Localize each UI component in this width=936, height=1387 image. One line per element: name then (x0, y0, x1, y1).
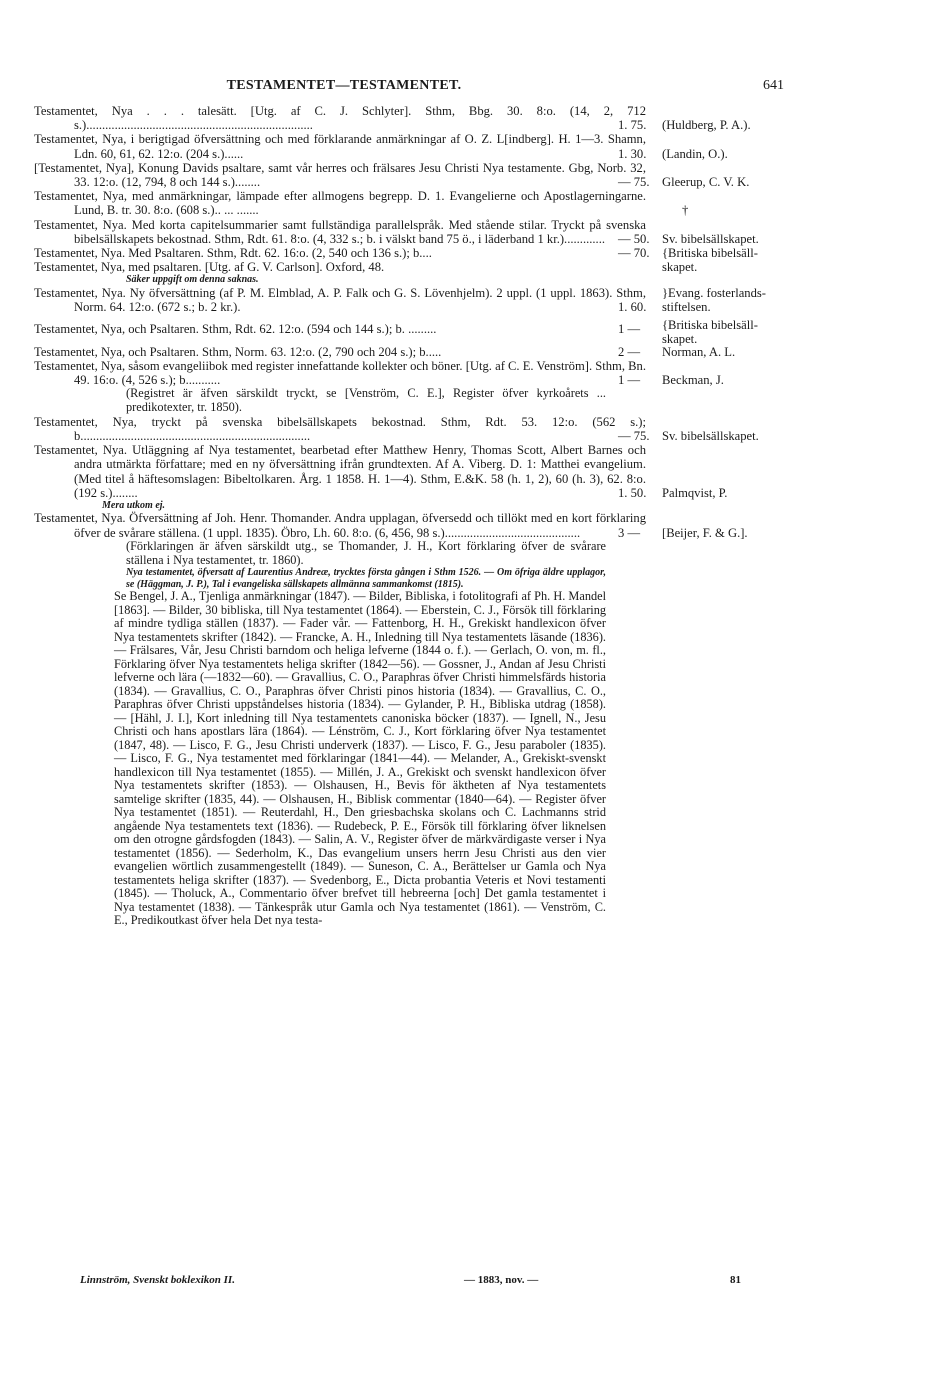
entry-price: 2 — (618, 344, 641, 359)
list-item (34, 189, 794, 217)
page-number: 641 (763, 78, 784, 93)
list-item (34, 415, 794, 443)
entry-text: Testamentet, Nya, i berigtigad öfversättning och med förklarande anmärkningar af O. Z. L[indberg]. H. 1—3. Shamn, Ldn. 60, 61, 62. 12:o. (204 s.)...... (34, 132, 646, 161)
footer-source: Linnström, Svenskt boklexikon II. (80, 1274, 235, 1286)
entry-publisher: Gleerup, C. V. K. (662, 175, 750, 190)
note-text: (Registret är äfven särskildt tryckt, se [Venström, C. E.], Register öfver kyrkoårets ... predikotexter, tr. 1850). (126, 386, 606, 414)
see-also-text: Se Bengel, J. A., Tjenliga anmärkningar (1847). — Bilder, Bibliska, i fotolitografi af Ph. H. Mandel [1863]. — Bilder, 30 bibliska, till Nya testamentet (1864). — Eberstein, C. J., Försök till förklaring af mindre tydliga ställen (1837). — Fader vår. — Fattenborg, H. H., Grekiskt handlexicon öfver Nya testamentets skrifter (1842). — Francke, A. H., Inledning till Nya testamentets läsande (1836). — Frälsares, Vår, Jesu Christi barndom och heliga lefverne (1844 o. f.). — Gerlach, O. von, m. fl., Förklaring öfver Nya testamentets heliga skrifter (1842—56). — Gossner, J., Andan af Jesu Christi lefverne och lära (—1832—60). — Gravallius, C. O., Paraphras öfver Christi himmelsfärds historia (1834). — Gravallius, C. O., Paraphras öfver Christi pinos historia (1834). — Gravallius, C. O., Paraphras öfver Christi uppståndelses historia (1834). — Gylander, P. H., Bibliska utdrag (1858). — [Hähl, J. I.], Kort inledning till Nya testamentets canoniska böcker (1837). — Ignell, N., Jesu Christi och hans apostlars lära (1864). — Lénström, C. J., Kort förklaring öfver Nya testamentet (1847, 48). — Lisco, F. G., Jesu Christi underverk (1837). — Lisco, F. G., Jesu paraboler (1835). — Lisco, F. G., Nya testamentet med förklaringar (1841—44). — Melander, A., Grekiskt-svenskt handlexicon till Nya testamentet (1855). — Millén, J. A., Grekiskt och svenskt handlexicon öfver Nya testamentets skrifter (1853). — Olshausen, H., Bevis för äktheten af Nya testamentets samtelige skrifter (1835, 44). — Olshausen, H., Biblisk commentar (1840—64). — Register öfver Nya testamentet (1851). — Reuterdahl, H., Den griesbachska skolans och C. Lachmanns strid angående Nya testamentets text (1836). — Rudebeck, P. E., Försök till förklaring öfver liknelsen om den otrogne gårdsfogden (1843). — Salin, A. V., Register öfver de märkvärdigaste verser i Nya testamentet (1856). — Sederholm, K., Das evangelium unsers herrn Jesu Christi aus den vier evangelien wörtlich zusammengestellt (1849). — Suneson, C. A., Berättelser ur Gamla och Nya testamentets heliga skrifter (1837). — Svedenborg, E., Dicta probantia Veteris et Novi testamenti (1845). — Tholuck, A., Commentario öfver brefvet till hebreerna [och] Det gamla testamentet i Nya testamentet (1838). — Tänkespråk utur Gamla och Nya testamentet (1861). — Venström, C. E., Predikoutkast öfver hela Det nya testa- (114, 589, 606, 928)
entry-publisher: Beckman, J. (662, 372, 724, 387)
entry-publisher: }Evang. fosterlands- stiftelsen. (662, 285, 766, 315)
entry-text: Testamentet, Nya, och Psaltaren. Sthm, Norm. 63. 12:o. (2, 790 och 204 s.); b..... (34, 344, 442, 359)
page-header (34, 78, 784, 100)
entry-text: Testamentet, Nya. Öfversättning af Joh. Henr. Thomander. Andra upplagan, öfversedd och tillökt med en kort förklaring öfver de svårare ställena. (1 uppl. 1835). Öbro, Lh. 60. 8:o. (6, 456, 98 s.)........................................... (34, 511, 646, 540)
note-text: (Förklaringen är äfven särskildt utg., se Thomander, J. H., Kort förklaring öfver de svårare ställena i Nya testamentet, tr. 1860). (126, 538, 606, 567)
list-item (34, 104, 794, 132)
entry-price: 1. 30. (618, 146, 647, 161)
entry-publisher: [Beijer, F. & G.]. (662, 525, 748, 540)
note-text: Mera utkom ej. (102, 499, 166, 511)
entry-text: Testamentet, Nya, med psaltaren. [Utg. af G. V. Carlson]. Oxford, 48. (34, 260, 385, 275)
entry-price: — 75. (618, 428, 650, 443)
entry-publisher: (Landin, O.). (662, 146, 728, 161)
entry-price: 1 — (618, 322, 641, 337)
entry-price: 1 — (618, 372, 641, 387)
entry-text: [Testamentet, Nya], Konung Davids psaltare, samt vår herres och frälsares Jesu Christi Nya testamente. Gbg, Norb. 32, 33. 12:o. (12, 794, 8 och 144 s.)........ (34, 160, 646, 190)
entry-publisher: {Britiska bibelsäll- skapet. (662, 318, 758, 347)
entry-price: 1. 60. (618, 300, 647, 315)
entry-text: Testamentet, Nya. Med Psaltaren. Sthm, Rdt. 62. 16:o. (2, 540 och 136 s.); b.... (34, 246, 432, 261)
footer-date: — 1883, nov. — (464, 1274, 539, 1286)
list-item (34, 161, 794, 189)
list-item (34, 286, 794, 314)
entry-publisher: Norman, A. L. (662, 344, 736, 359)
entry-text: Testamentet, Nya, tryckt på svenska bibelsällskapets bekostnad. Sthm, Rdt. 53. 12:o. (562 s.); b......................................................................... (34, 414, 646, 443)
entry-price: 1. 75. (618, 118, 647, 133)
entry-price: 1. 50. (618, 485, 647, 500)
entry-text: Testamentet, Nya . . . talesätt. [Utg. af C. J. Schlyter]. Sthm, Bbg. 30. 8:o. (14, 2, 712 s.)........................................................................ (34, 104, 646, 133)
list-item (34, 260, 794, 274)
note-text: Säker uppgift om denna saknas. (126, 274, 259, 286)
footer-signature: 81 (730, 1274, 741, 1286)
entry-publisher: † (682, 203, 689, 218)
entries-list (34, 104, 794, 928)
entry-text: Testamentet, Nya, och Psaltaren. Sthm, Rdt. 62. 12:o. (594 och 144 s.); b. ......... (34, 322, 437, 337)
entry-publisher: {Britiska bibelsäll- skapet. (662, 245, 758, 275)
page-title: TESTAMENTET—TESTAMENTET. (226, 78, 462, 93)
list-item (34, 345, 794, 359)
entry-publisher: Palmqvist, P. (662, 485, 728, 500)
entry-text: Testamentet, Nya, såsom evangeliibok med register innefattande kollekter och böner. [Utg. af C. E. Venström]. Sthm, Bn. 49. 16:o. (4, 526 s.); b........... (34, 358, 646, 387)
entry-publisher: (Huldberg, P. A.). (662, 118, 751, 133)
entry-publisher: Sv. bibelsällskapet. (662, 428, 759, 443)
list-item (34, 359, 794, 387)
entry-publisher: Sv. bibelsällskapet. (662, 231, 759, 246)
entry-price: — 50. (618, 231, 650, 246)
note-text: Nya testamentet, öfversatt af Laurentius Andreæ, trycktes första gången i Sthm 1526. — Om öfriga äldre upplagor, se (Häggman, J. P.), Tal i evangeliska sällskapets allmänna sammankomst (1815). (126, 567, 606, 590)
list-item (34, 443, 794, 500)
entry-text: Testamentet, Nya. Med korta capitelsummarier samt fullständiga parallelspråk. Med stående stilar. Tryckt på svenska bibelsällskapets bekostnad. Sthm, Rdt. 61. 8:o. (4, 332 s.; b. i välskt band 75 ö., i läderband 1 kr.)............. (34, 217, 646, 246)
entry-price: — 70. (618, 246, 650, 261)
entry-price: — 75. (618, 175, 650, 190)
list-item (34, 511, 794, 539)
entry-text: Testamentet, Nya, med anmärkningar, lämpade efter allmogens begrepp. D. 1. Evangelierne och Apostlagerningarne. Lund, B. tr. 30. 8:o. (608 s.).. ... ....... (34, 189, 646, 218)
entry-text: Testamentet, Nya. Utläggning af Nya testamentet, bearbetad efter Matthew Henry, Thomas Scott, Albert Barnes och andra utmärkta författare; med en ny öfversättning ifrån grundtexten. Af A. Viberg. D. 1: Matthei evangelium. (Med titel å häftesomslagen: Bibeltolkaren. Årg. 1 1858. H. 1—4). Sthm, E.&K. 58 (h. 1, 2), 60 (h. 3), 62. 8:o. (192 s.)........ (34, 443, 646, 500)
page-footer (80, 1274, 780, 1290)
list-item (34, 218, 794, 246)
list-item (34, 132, 794, 160)
entry-price: 3 — (618, 525, 641, 540)
list-item (34, 318, 794, 347)
entry-text: Testamentet, Nya. Ny öfversättning (af P. M. Elmblad, A. P. Falk och G. S. Lövenhjelm). 2 uppl. (1 uppl. 1863). Sthm, Norm. 64. 12:o. (672 s.; b. 2 kr.). (34, 285, 646, 315)
